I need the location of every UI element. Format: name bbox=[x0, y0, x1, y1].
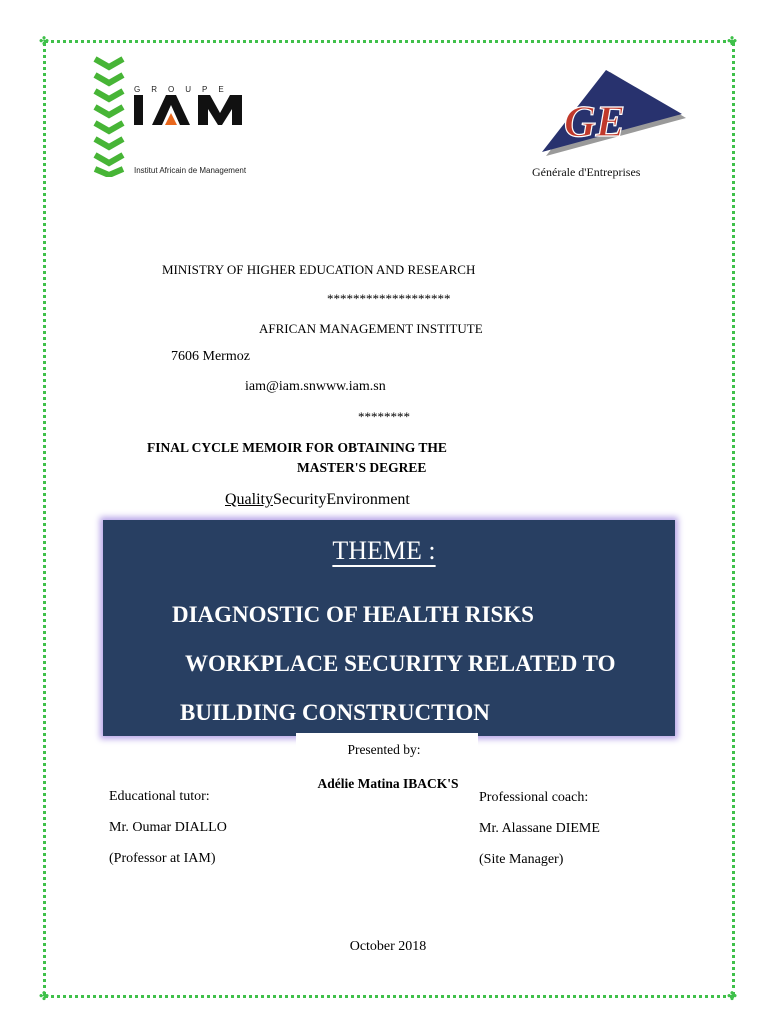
page-border-left bbox=[43, 42, 46, 996]
program-name bbox=[225, 491, 410, 509]
border-corner-icon: ✤ bbox=[39, 989, 50, 1003]
coach-role: Professional coach: bbox=[479, 790, 589, 805]
ge-logo-icon bbox=[540, 70, 690, 160]
presented-by-label: Presented by: bbox=[347, 742, 421, 757]
presenter-name: Adélie Matina IBACK'S bbox=[317, 776, 459, 791]
memoir-title-line2: MASTER'S DEGREE bbox=[297, 460, 427, 475]
border-corner-icon: ✤ bbox=[727, 989, 738, 1003]
ge-logo-subtitle: Générale d'Entreprises bbox=[532, 165, 641, 179]
theme-label bbox=[0, 536, 768, 566]
theme-line-1: DIAGNOSTIC OF HEALTH RISKS bbox=[172, 602, 534, 627]
theme-label-text: THEME : bbox=[332, 536, 436, 565]
separator-stars-long: ******************* bbox=[327, 291, 451, 306]
tutor-title: (Professor at IAM) bbox=[109, 851, 216, 866]
institute-name: AFRICAN MANAGEMENT INSTITUTE bbox=[259, 321, 483, 336]
svg-text:GE: GE bbox=[564, 97, 626, 146]
tutor-role: Educational tutor: bbox=[109, 789, 210, 804]
iam-logo-wordmark bbox=[132, 93, 264, 134]
program-name-rest: SecurityEnvironment bbox=[273, 491, 410, 508]
institute-address: 7606 Mermoz bbox=[171, 349, 250, 364]
theme-line-2: WORKPLACE SECURITY RELATED TO bbox=[185, 651, 616, 676]
separator-stars-short: ******** bbox=[358, 409, 410, 424]
ministry-heading: MINISTRY OF HIGHER EDUCATION AND RESEARCH bbox=[162, 262, 476, 277]
iam-wordmark-icon bbox=[132, 93, 264, 127]
page-border-top bbox=[44, 40, 734, 43]
page-border-bottom bbox=[44, 995, 734, 998]
theme-line-3: BUILDING CONSTRUCTION bbox=[180, 700, 490, 725]
page-border-right bbox=[732, 42, 735, 996]
program-name-quality: Quality bbox=[225, 491, 273, 508]
tutor-name: Mr. Oumar DIALLO bbox=[109, 820, 227, 835]
coach-name: Mr. Alassane DIEME bbox=[479, 821, 600, 836]
coach-title: (Site Manager) bbox=[479, 852, 564, 867]
memoir-title-line1: FINAL CYCLE MEMOIR FOR OBTAINING THE bbox=[147, 440, 447, 455]
iam-logo-subtitle: Institut Africain de Management bbox=[134, 166, 247, 175]
institute-contact: iam@iam.snwww.iam.sn bbox=[245, 379, 386, 394]
iam-chevron-logo-icon bbox=[93, 55, 125, 177]
date-label: October 2018 bbox=[349, 939, 427, 954]
iam-groupe-label: GROUPE bbox=[134, 85, 235, 94]
border-corner-icon: ✤ bbox=[39, 34, 50, 48]
border-corner-icon: ✤ bbox=[727, 34, 738, 48]
